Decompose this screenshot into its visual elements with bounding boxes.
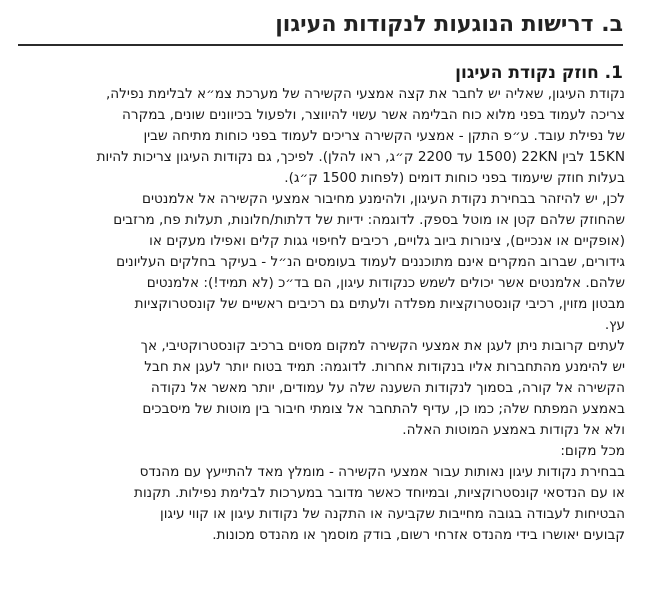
- text-line: בבחירת נקודות עיגון נאותות עבור אמצעי הקשירה - מומלץ מאד להתייעץ עם מהנדס: [139, 464, 625, 480]
- text-line: נקודת העיגון, שאליה יש לחבר את קצה אמצעי הקשירה של מערכת צמ״א לבלימת נפילה,: [105, 86, 625, 102]
- subsection-heading: 1. חוזק נקודת העיגון: [455, 63, 623, 83]
- body-text: [21, 84, 625, 546]
- text-line: (אופקיים או אנכיים), צינורות ביוב גלויים, רכיבים לחיפוי גגות קלים ואפילו מעקים או: [149, 233, 625, 249]
- text-line: קבועים יאושרו בידי מהנדס אזרחי רשום, בודק מוסמך או מהנדס מכונות.: [212, 527, 625, 543]
- text-line: ולא אל נקודות באמצע המוטות האלה.: [402, 422, 625, 438]
- text-line: מבטון מזוין, רכיבי קונסטרוקציות מפלדה ולעתים גם רכיבים ראשיים של קונסטרוקציות: [134, 296, 625, 312]
- text-line: שהחוזק שלהם קטן או מוטל בספק. לדוגמה: ידיות של דלתות/חלונות, תעלות פח, מרזבים: [113, 212, 625, 228]
- text-line: של נפילת עובד. ע״פ התקן - אמצעי הקשירה צריכים לעמוד בפני כוחות מתיחה שבין: [143, 128, 625, 144]
- text-line: עץ.: [604, 317, 625, 333]
- heading-divider: [18, 44, 623, 46]
- text-line: מכל מקום:: [560, 443, 625, 459]
- text-line: הבטיחות לעבודה בגובה מחייבות שקביעה או התקנה של נקודות עיגון או קווי עיגון: [159, 506, 625, 522]
- text-line: צריכה לעמוד בפני מלוא כוח הבלימה אשר עשוי להיווצר, ולפעול בכיוונים שונים, במקרה: [122, 107, 625, 123]
- text-line: יש להימנע מהתחברות אליו בנקודות אחרות. לדוגמה: תמיד בטוח יותר לעגן את חבל: [144, 359, 625, 375]
- text-line: באמצע המפתח שלה; כמו כן, עדיף להתחבר אל צומתי חיבור בין מוטות של מיסבכים: [142, 401, 625, 417]
- text-line: גידורים, שברוב המקרים אינם מתוכננים לעמוד בעומסים הנ״ל - בעיקר בחלקים העליונים: [116, 254, 625, 270]
- text-line: לכן, יש להיזהר בבחירת נקודת העיגון, ולהימנע מחיבור אמצעי הקשירה אל אלמנטים: [142, 191, 625, 207]
- text-line: 15KN לבין 22KN (1500 עד 2200 ק״ג, ראו להלן). לפיכך, גם נקודות העיגון צריכות להיות: [96, 149, 625, 165]
- section-heading: ב. דרישות הנוגעות לנקודות העיגון: [275, 12, 623, 37]
- text-line: הקשירה אל קורה, בסמוך לנקודות השענה שלה על עמודים, יותר מאשר אל נקודה: [150, 380, 625, 396]
- text-line: שלהם. אלמנטים אשר יכולים לשמש כנקודות עיגון, הם בד״כ (לא תמיד!): אלמנטים: [146, 275, 625, 291]
- text-line: בעלות חוזק שיעמוד בפני כוחות דומים (לפחות 1500 ק״ג).: [284, 170, 625, 186]
- text-line: או עם הנדסאי קונסטרוקציות, ובמיוחד כאשר מדובר במערכות לבלימת נפילות. תקנות: [134, 485, 625, 501]
- text-line: לעתים קרובות ניתן לעגן את אמצעי הקשירה למקום מסוים ברכיב קונסטרוקטיבי, אך: [140, 338, 625, 354]
